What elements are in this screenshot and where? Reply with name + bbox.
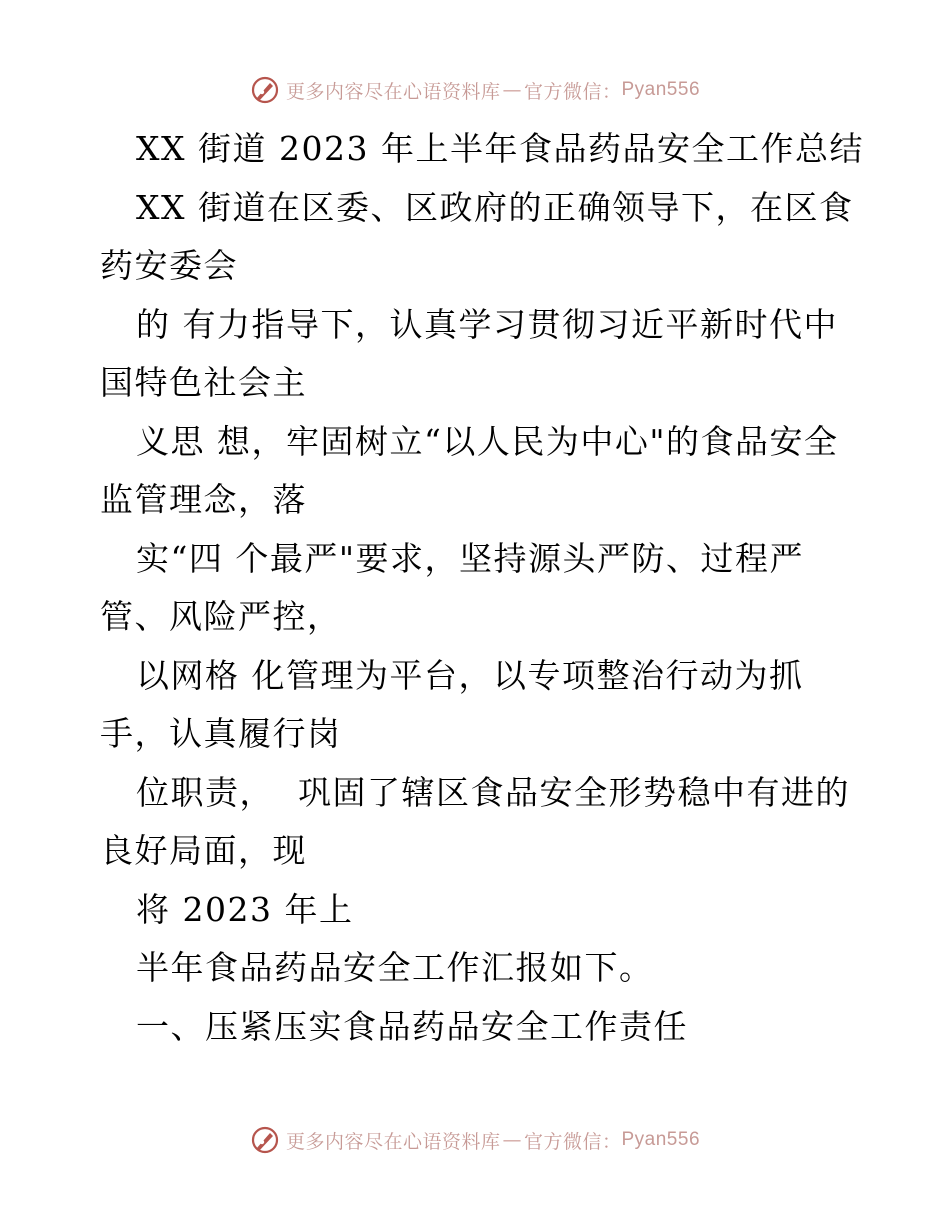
document-body bbox=[100, 120, 864, 1056]
paragraph-line: 国特色社会主 bbox=[100, 363, 307, 402]
paragraph-line: 以网格 化管理为平台，以专项整治行动为抓 bbox=[136, 655, 804, 695]
paragraph-line: 半年食品药品安全工作汇报如下。 bbox=[136, 948, 654, 987]
pen-circle-logo-icon bbox=[250, 75, 280, 105]
watermark-dash: — bbox=[502, 79, 522, 101]
paragraph-line: 的 有力指导下，认真学习贯彻习近平新时代中 bbox=[136, 304, 838, 344]
pen-circle-logo-icon bbox=[250, 1125, 280, 1155]
paragraph-line: 管、风险严控， bbox=[100, 597, 342, 636]
paragraph-line: 监管理念，落 bbox=[100, 480, 307, 519]
paragraph-line: 手，认真履行岗 bbox=[100, 714, 342, 753]
section-heading: 一、压紧压实食品药品安全工作责任 bbox=[136, 1006, 688, 1046]
watermark-id: Pyan556 bbox=[621, 79, 701, 100]
footer-watermark bbox=[0, 1120, 950, 1160]
watermark-text: 更多内容尽在心语资料库 bbox=[285, 80, 501, 103]
paragraph-line: 药安委会 bbox=[100, 246, 238, 285]
paragraph-line: 将 2023 年上 bbox=[136, 889, 354, 929]
paragraph-line: 位职责， 巩固了辖区食品安全形势稳中有进的 bbox=[136, 772, 850, 812]
watermark-text: 更多内容尽在心语资料库 bbox=[285, 1130, 501, 1153]
document-title: XX 街道 2023 年上半年食品药品安全工作总结 bbox=[136, 129, 864, 168]
watermark-official: 官方微信： bbox=[523, 1130, 622, 1153]
paragraph-line: 良好局面，现 bbox=[100, 831, 307, 870]
header-watermark bbox=[0, 70, 950, 110]
watermark-official: 官方微信： bbox=[523, 80, 622, 103]
paragraph-line: 义思 想，牢固树立“以人民为中心"的食品安全 bbox=[136, 421, 839, 461]
paragraph-line: 实“四 个最严"要求，坚持源头严防、过程严 bbox=[136, 538, 805, 578]
watermark-id: Pyan556 bbox=[621, 1129, 701, 1150]
watermark-dash: — bbox=[502, 1129, 522, 1151]
paragraph-line: XX 街道在区委、区政府的正确领导下，在区食 bbox=[136, 187, 854, 227]
